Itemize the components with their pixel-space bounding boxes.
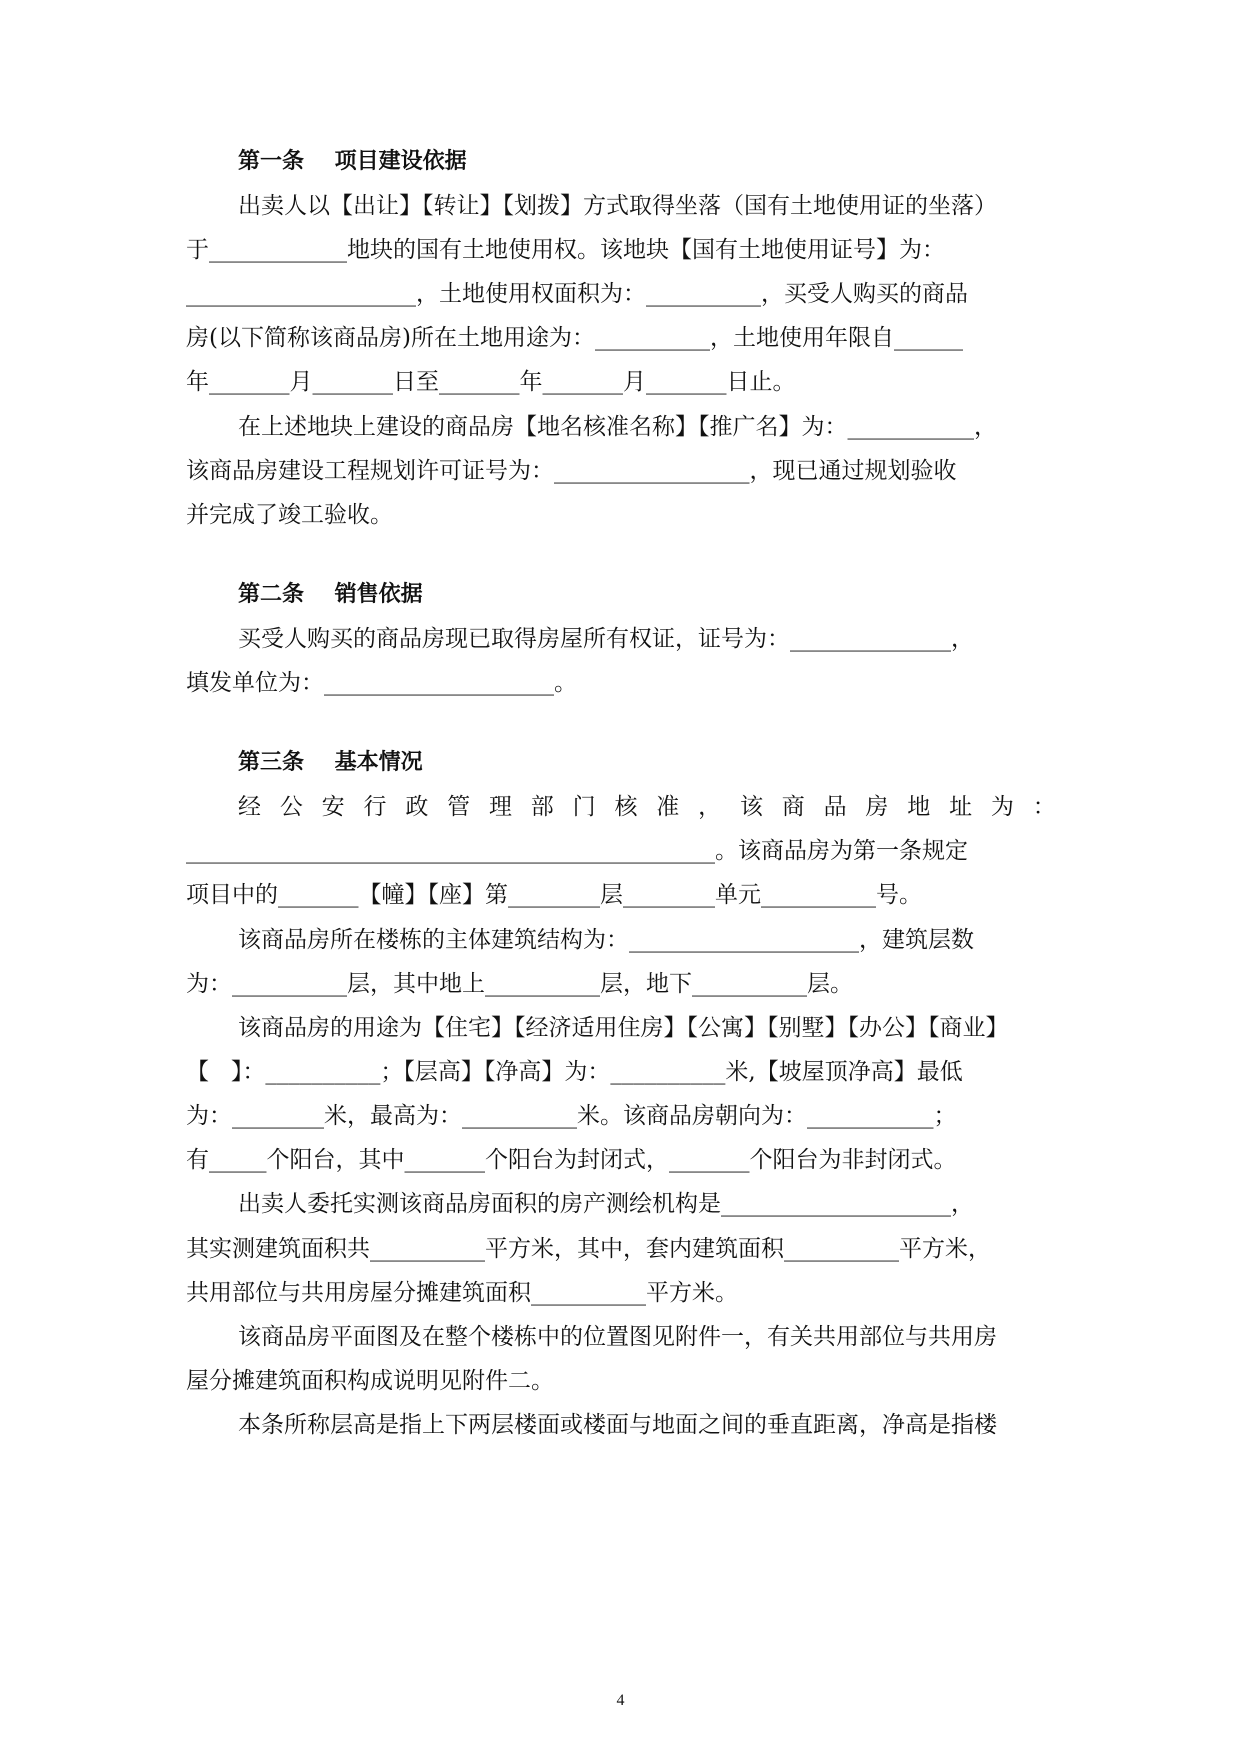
spread-char: 品 [823,794,847,820]
spread-char: 政 [405,794,429,820]
article-3-line: 其实测建筑面积共__________平方米，其中，套内建筑面积__________平方米， [186,1236,991,1262]
spread-char: 为 [990,794,1014,820]
article-1-line: 年_______月_______日至_______年_______月_______日止。 [186,369,796,395]
page-number: 4 [616,1692,625,1709]
spread-char: 准 [656,794,680,820]
spread-char: 地 [907,794,931,820]
article-2-line: 买受人购买的商品房现已取得房屋所有权证，证号为：______________， [238,626,974,652]
spread-char: 门 [572,794,596,820]
article-3-heading: 第三条 基本情况 [238,750,423,775]
article-3-line: 为：__________层，其中地上__________层，地下__________层。 [186,971,853,997]
article-3-line: 该商品房的用途为【住宅】【经济适用住房】【公寓】【别墅】【办公】【商业】 [238,1015,1009,1041]
article-3-spread-line [238,790,1056,824]
article-3-line: 有_____个阳台，其中_______个阳台为封闭式，_______个阳台为非封闭式。 [186,1147,957,1173]
article-3-line: 【 】：__________；【层高】【净高】为：__________米,【坡屋顶净高】最低 [186,1059,963,1085]
article-1-line: 出卖人以【出让】【转让】【划拨】方式取得坐落（国有土地使用证的坐落） [238,193,997,219]
spread-char: 商 [781,794,805,820]
spread-char: 部 [530,794,554,820]
article-3-line: 本条所称层高是指上下两层楼面或楼面与地面之间的垂直距离，净高是指楼 [238,1412,997,1438]
article-2-heading: 第二条 销售依据 [238,582,423,607]
article-3-line: 该商品房所在楼栋的主体建筑结构为：____________________，建筑层数 [238,927,974,953]
spread-char: 管 [447,794,471,820]
article-1-heading: 第一条 项目建设依据 [238,149,467,174]
spread-char: 安 [321,794,345,820]
article-3-line: 屋分摊建筑面积构成说明见附件二。 [186,1368,554,1394]
article-3-line: 出卖人委托实测该商品房面积的房产测绘机构是____________________， [238,1191,974,1217]
article-3-line: 项目中的_______【幢】【座】第________层________单元__________号。 [186,882,922,908]
spread-char: 行 [363,794,387,820]
spread-char: 公 [279,794,303,820]
spread-char: 核 [614,794,638,820]
article-1-line: 该商品房建设工程规划许可证号为：_________________，现已通过规划验收 [186,458,957,484]
spread-char: ： [1032,794,1056,820]
article-3-line: 共用部位与共用房屋分摊建筑面积__________平方米。 [186,1280,738,1306]
article-1-line: 在上述地块上建设的商品房【地名核准名称】【推广名】为：___________， [238,414,997,440]
article-1-line: 并完成了竣工验收。 [186,502,393,528]
article-3-line: ______________________________________________。该商品房为第一条规定 [186,838,968,864]
article-3-line: 该商品房平面图及在整个楼栋中的位置图见附件一，有关共用部位与共用房 [238,1324,997,1350]
spread-char: 房 [865,794,889,820]
article-1-line: 房(以下简称该商品房)所在土地用途为：__________，土地使用年限自______ [186,325,963,351]
article-2-line: 填发单位为：____________________。 [186,670,577,696]
spread-char: 该 [739,794,763,820]
spread-char: 址 [949,794,973,820]
spread-char: ， [698,794,722,820]
article-3-line: 为：________米，最高为：__________米。该商品房朝向为：___________； [186,1103,957,1129]
spread-char: 经 [238,794,261,820]
article-1-line: ____________________，土地使用权面积为：__________，买受人购买的商品 [186,281,968,307]
article-1-line: 于____________地块的国有土地使用权。该地块【国有土地使用证号】为： [186,237,945,263]
spread-char: 理 [488,794,512,820]
